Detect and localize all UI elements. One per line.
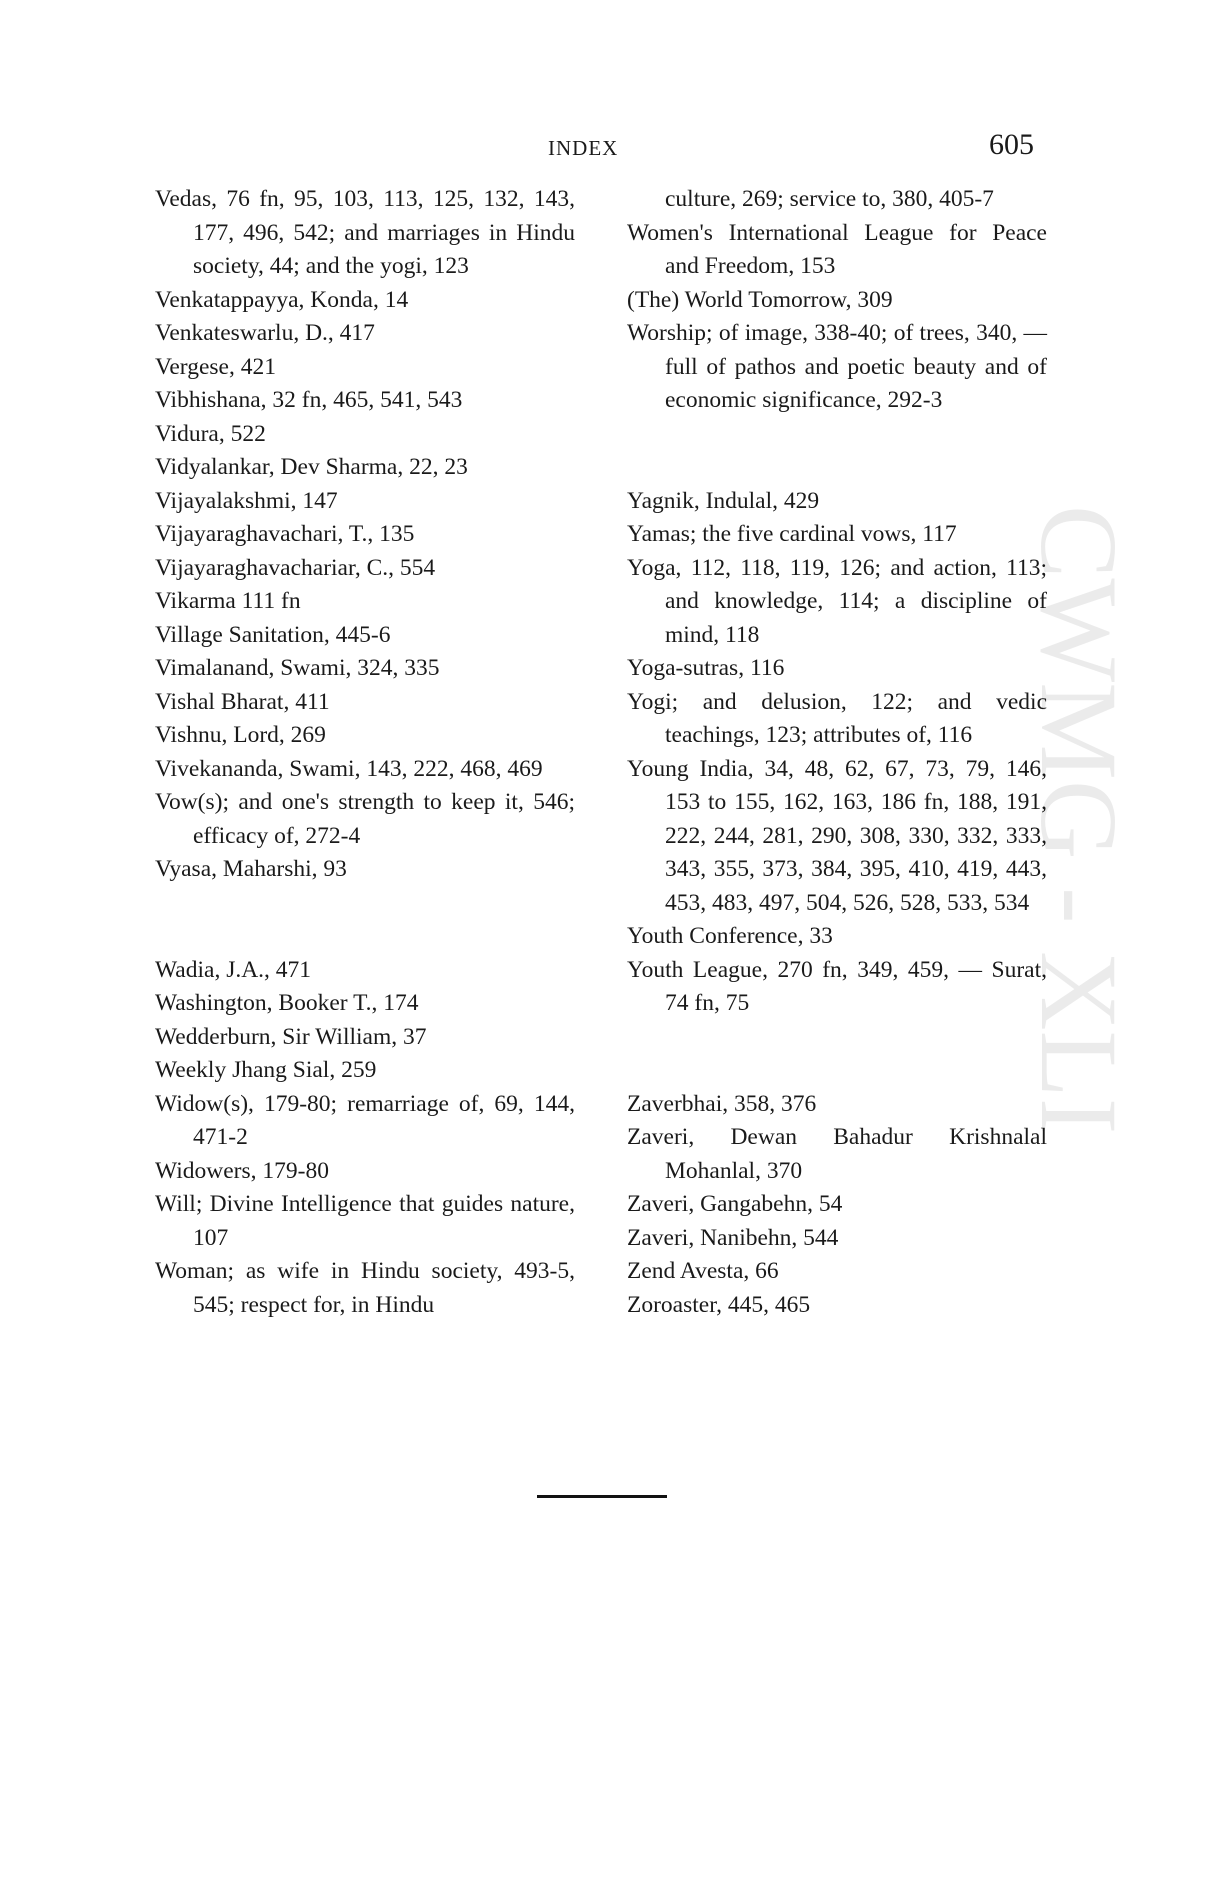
index-entry: Zaveri, Nanibehn, 544 [627,1224,839,1251]
index-entry: Vedas, 76 fn, 95, 103, 113, 125, 132, 143, 177, 496, 542; and marriages in Hindu society, 44; and the yogi, 123 [155,186,575,279]
index-entry: Young India, 34, 48, 62, 67, 73, 79, 146, 153 to 155, 162, 163, 186 fn, 188, 191, 222, 244, 281, 290, 308, 330, 332, 333, 343, 355, 373, 384, 395, 410, 419, 443, 453, 483, 497, 504, 526, 528, 533, 534 [627,755,1047,916]
index-entry: Zaveri, Dewan Bahadur Krishnalal Mohanlal, 370 [627,1124,1047,1184]
index-entry: Vijayalakshmi, 147 [155,487,338,514]
index-entry: Washington, Booker T., 174 [155,990,419,1016]
index-entry: Vibhishana, 32 fn, 465, 541, 543 [155,387,463,413]
index-entry: Vikarma 111 fn [155,588,301,614]
section-gap [627,418,1047,485]
index-entry-continued: culture, 269; service to, 380, 405-7 [665,186,994,212]
index-entry: Yoga, 112, 118, 119, 126; and action, 113; and knowledge, 114; a discipline of mind, 118 [627,554,1047,648]
index-entry: Women's International League for Peace and Freedom, 153 [627,219,1047,279]
index-entry: (The) World Tomorrow, 309 [627,286,893,313]
index-entry: Will; Divine Intelligence that guides nature, 107 [155,1191,575,1251]
index-entry: Vishnu, Lord, 269 [155,722,326,748]
index-entry: Vyasa, Maharshi, 93 [155,856,347,882]
section-gap [627,1021,1047,1088]
index-entry: Zaveri, Gangabehn, 54 [627,1191,843,1217]
index-column-right [627,183,1047,1322]
index-entry: Yamas; the five cardinal vows, 117 [627,521,957,547]
index-entry: Vijayaraghavachariar, C., 554 [155,554,436,581]
index-entry: Venkateswarlu, D., 417 [155,320,375,346]
index-entry: Zoroaster, 445, 465 [627,1291,811,1318]
index-entry: Village Sanitation, 445-6 [155,621,391,648]
index-entry: Zaverbhai, 358, 376 [627,1090,817,1117]
running-header: INDEX [548,136,619,160]
index-entry: Youth Conference, 33 [627,923,833,949]
index-entry: Vidura, 522 [155,420,266,447]
index-entry: Zend Avesta, 66 [627,1258,779,1284]
index-entry: Youth League, 270 fn, 349, 459, — Surat, 74 fn, 75 [627,956,1047,1016]
end-rule [537,1495,667,1498]
index-entry: Wedderburn, Sir William, 37 [155,1023,427,1050]
index-entry: Widowers, 179-80 [155,1157,329,1184]
index-entry: Woman; as wife in Hindu society, 493-5, 545; respect for, in Hindu [155,1258,575,1318]
index-column-left [155,183,575,1322]
index-entry: Yogi; and delusion, 122; and vedic teachings, 123; attributes of, 116 [627,688,1047,748]
section-gap [155,887,575,954]
index-entry: Vow(s); and one's strength to keep it, 546; efficacy of, 272-4 [155,789,575,849]
index-entry: Vimalanand, Swami, 324, 335 [155,655,440,681]
index-entry: Vijayaraghavachari, T., 135 [155,521,415,547]
index-entry: Yagnik, Indulal, 429 [627,487,820,514]
index-entry: Yoga-sutras, 116 [627,655,785,681]
index-entry: Vidyalankar, Dev Sharma, 22, 23 [155,454,468,480]
index-entry: Vivekananda, Swami, 143, 222, 468, 469 [155,755,543,782]
watermark-text: CWMG - XLI [1018,505,1140,1135]
index-entry: Weekly Jhang Sial, 259 [155,1057,377,1083]
page-number: 605 [989,128,1034,161]
index-entry: Vergese, 421 [155,353,276,380]
index-entry: Wadia, J.A., 471 [155,956,312,983]
index-entry: Widow(s), 179-80; remarriage of, 69, 144, 471-2 [155,1090,575,1150]
index-entry: Venkatappayya, Konda, 14 [155,286,409,313]
index-entry: Vishal Bharat, 411 [155,688,330,715]
index-entry: Worship; of image, 338-40; of trees, 340, —full of pathos and poetic beauty and of economic significance, 292-3 [627,320,1047,413]
